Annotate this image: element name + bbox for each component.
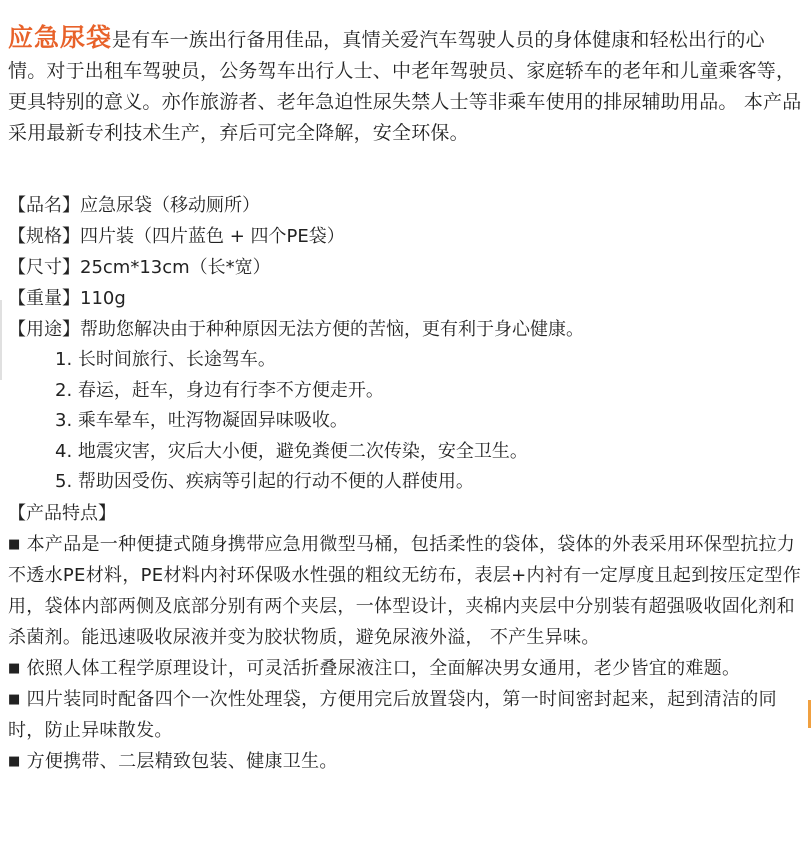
intro-paragraph (8, 22, 803, 149)
feature-list (8, 529, 803, 777)
bullet-square-icon: ■ (8, 691, 21, 707)
feature-text: 四片装同时配备四个一次性处理袋，方便用完后放置袋内，第一时间密封起来，起到清洁的同时，防止异味散发。 (8, 688, 777, 741)
spec-label: 【用途】 (8, 319, 80, 340)
product-description (8, 22, 803, 777)
left-edge-divider (0, 300, 2, 380)
usage-item: 1. 长时间旅行、长途驾车。 (55, 349, 276, 370)
spec-label: 【品名】 (8, 195, 80, 216)
product-headline: 应急尿袋 (8, 23, 113, 52)
spec-row-dimensions (8, 252, 803, 283)
usage-item: 3. 乘车晕车，吐泻物凝固异味吸收。 (55, 410, 348, 431)
spec-row-weight (8, 283, 803, 314)
features-heading: 【产品特点】 (8, 502, 116, 524)
feature-text: 本产品是一种便捷式随身携带应急用微型马桶，包括柔性的袋体，袋体的外表采用环保型抗拉力不透水PE材料，PE材料内衬环保吸水性强的粗纹无纺布，表层+内衬有一定厚度且起到按压定型作用，袋体内部两侧及底部分别有两个夹层，一体型设计，夹棉内夹层中分别装有超强吸收固化剂和杀菌剂。能迅速吸收尿液并变为胶状物质，避免尿液外溢， 不产生异味。 (8, 533, 802, 648)
bullet-square-icon: ■ (8, 536, 21, 552)
usage-list (8, 345, 803, 498)
feature-text: 方便携带、二层精致包装、健康卫生。 (26, 750, 338, 772)
spec-value: 110g (80, 288, 126, 309)
spec-row-size-spec (8, 221, 803, 252)
feature-item (8, 746, 803, 777)
spec-row-name (8, 190, 803, 221)
usage-item: 2. 春运，赶车，身边有行李不方便走开。 (55, 379, 384, 401)
usage-item: 5. 帮助因受伤、疾病等引起的行动不便的人群使用。 (55, 471, 474, 492)
spec-label: 【尺寸】 (8, 257, 80, 278)
usage-item: 4. 地震灾害，灾后大小便，避免粪便二次传染，安全卫生。 (55, 440, 528, 462)
spec-value: 25cm*13cm（长*宽） (80, 257, 271, 278)
spec-row-usage (8, 314, 803, 345)
spec-label: 【规格】 (8, 226, 80, 247)
feature-item (8, 653, 803, 684)
feature-item (8, 684, 803, 746)
intro-text: 是有车一族出行备用佳品，真情关爱汽车驾驶人员的身体健康和轻松出行的心情。对于出租车驾驶员，公务驾车出行人士、中老年驾驶员、家庭轿车的老年和儿童乘客等，更具特别的意义。亦作旅游者、老年急迫性尿失禁人士等非乘车使用的排尿辅助用品。 本产品采用最新专利技术生产，弃后可完全降解，安全环保。 (8, 29, 802, 144)
feature-text: 依照人体工程学原理设计，可灵活折叠尿液注口，全面解决男女通用，老少皆宜的难题。 (26, 657, 741, 679)
bullet-square-icon: ■ (8, 660, 21, 676)
bullet-square-icon: ■ (8, 753, 21, 769)
feature-item (8, 529, 803, 653)
spec-value: 应急尿袋（移动厕所） (80, 195, 260, 216)
spec-list (8, 190, 803, 529)
spec-value: 帮助您解决由于种种原因无法方便的苦恼，更有利于身心健康。 (80, 319, 584, 340)
spec-label: 【重量】 (8, 288, 80, 309)
spec-value: 四片装（四片蓝色 + 四个PE袋） (80, 226, 345, 247)
